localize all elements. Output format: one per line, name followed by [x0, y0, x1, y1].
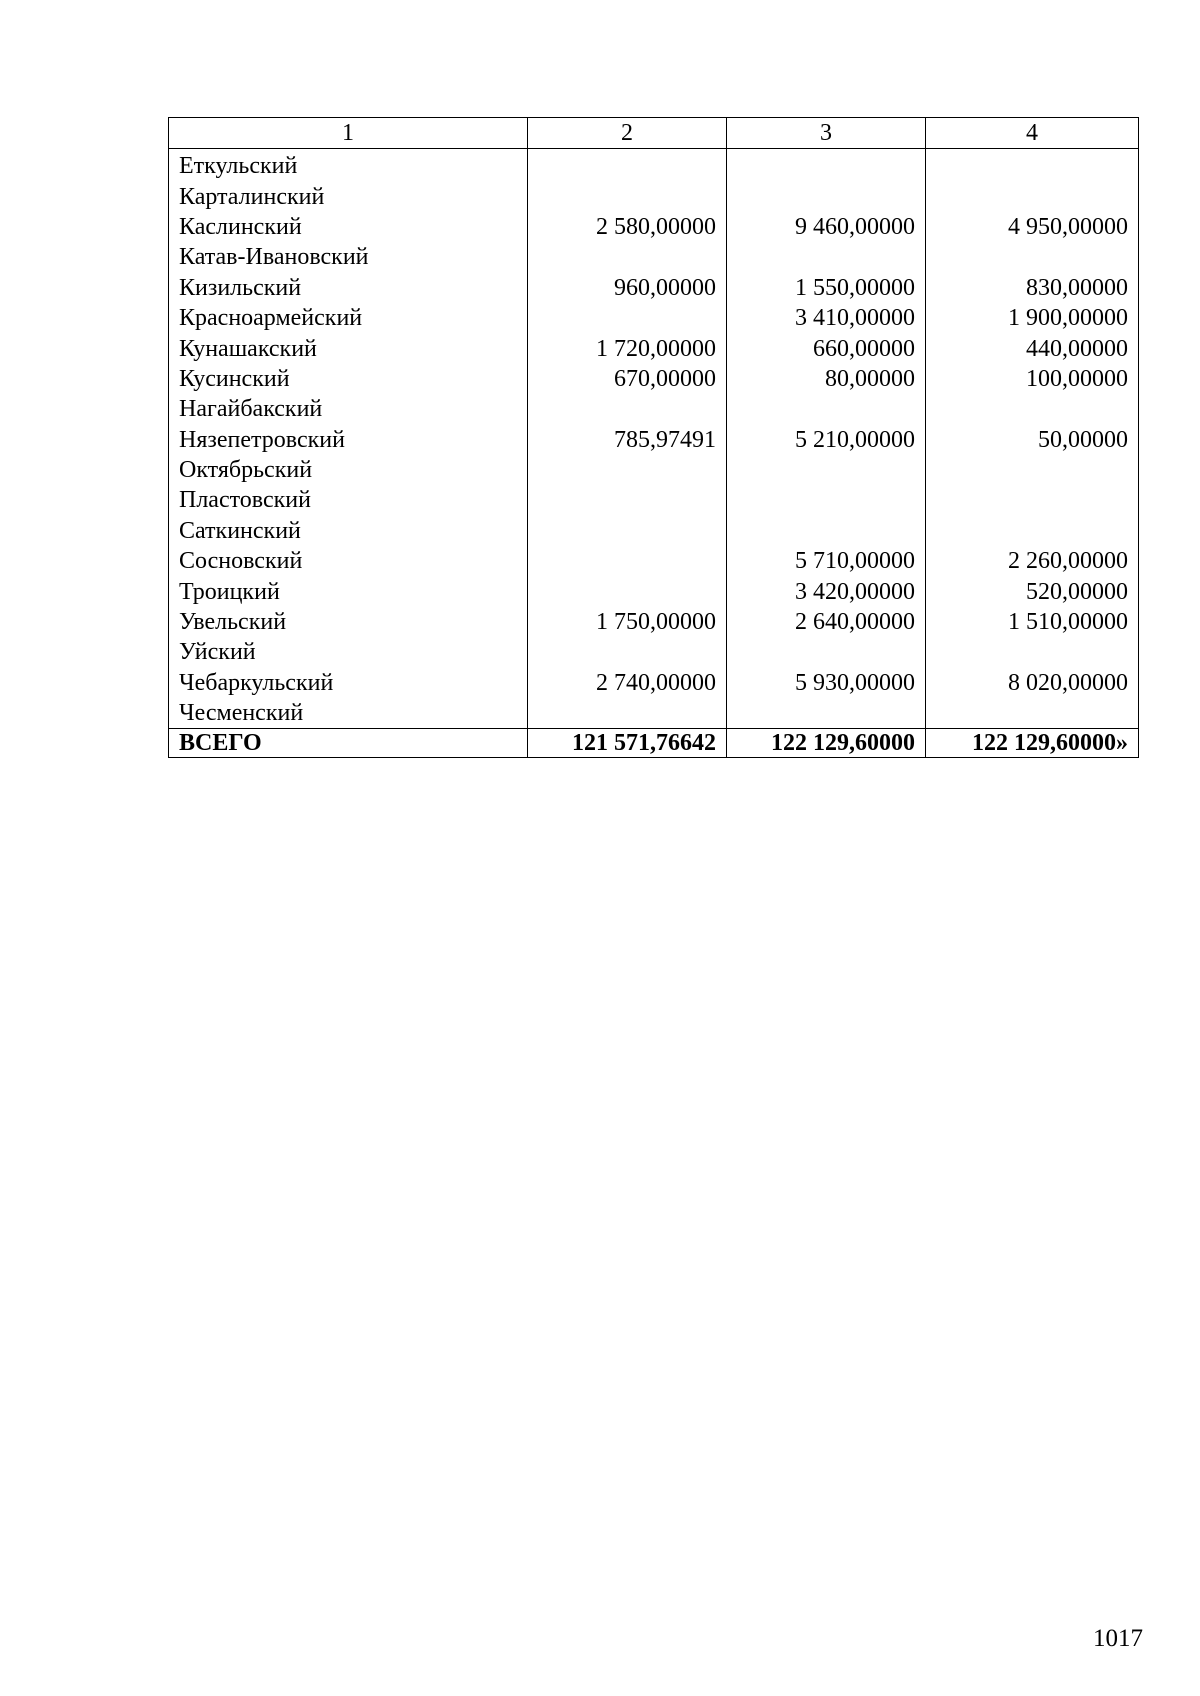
page-number: 1017: [1093, 1625, 1143, 1652]
value-col-3: 80,00000: [727, 364, 926, 394]
value-col-3: 5 710,00000: [727, 546, 926, 576]
value-col-3: 660,00000: [727, 333, 926, 363]
district-name: Октябрьский: [169, 455, 528, 485]
value-col-3: 2 640,00000: [727, 607, 926, 637]
table-row: [169, 212, 1139, 242]
budget-table: [168, 117, 1139, 758]
district-name: Саткинский: [169, 516, 528, 546]
value-col-3: [727, 698, 926, 729]
district-name: Красноармейский: [169, 303, 528, 333]
column-header-1: 1: [169, 118, 528, 149]
value-col-3: [727, 242, 926, 272]
value-col-2: 670,00000: [528, 364, 727, 394]
district-name: Кунашакский: [169, 333, 528, 363]
table-row: [169, 516, 1139, 546]
value-col-2: 2 580,00000: [528, 212, 727, 242]
district-name: Кусинский: [169, 364, 528, 394]
value-col-2: [528, 637, 727, 667]
table-row: [169, 273, 1139, 303]
table-row: [169, 394, 1139, 424]
total-col-2: 121 571,76642: [528, 729, 727, 758]
value-col-2: [528, 242, 727, 272]
value-col-4: 830,00000: [926, 273, 1139, 303]
table-row: [169, 149, 1139, 182]
table-row: [169, 425, 1139, 455]
table-row: [169, 364, 1139, 394]
table-body: [169, 149, 1139, 729]
value-col-2: [528, 485, 727, 515]
value-col-2: 1 750,00000: [528, 607, 727, 637]
value-col-4: 1 900,00000: [926, 303, 1139, 333]
value-col-3: 9 460,00000: [727, 212, 926, 242]
table-row: [169, 303, 1139, 333]
column-header-4: 4: [926, 118, 1139, 149]
value-col-2: [528, 394, 727, 424]
value-col-3: [727, 455, 926, 485]
value-col-2: 1 720,00000: [528, 333, 727, 363]
district-name: Увельский: [169, 607, 528, 637]
value-col-4: [926, 637, 1139, 667]
district-name: Сосновский: [169, 546, 528, 576]
column-header-3: 3: [727, 118, 926, 149]
table-row: [169, 637, 1139, 667]
value-col-2: 960,00000: [528, 273, 727, 303]
district-name: Чесменский: [169, 698, 528, 729]
total-col-3: 122 129,60000: [727, 729, 926, 758]
value-col-4: 1 510,00000: [926, 607, 1139, 637]
value-col-3: 3 410,00000: [727, 303, 926, 333]
value-col-2: [528, 181, 727, 211]
value-col-2: [528, 149, 727, 182]
value-col-3: [727, 637, 926, 667]
table-row: [169, 698, 1139, 729]
district-name: Чебаркульский: [169, 668, 528, 698]
value-col-4: [926, 698, 1139, 729]
district-name: Уйский: [169, 637, 528, 667]
value-col-4: [926, 394, 1139, 424]
table-row: [169, 576, 1139, 606]
value-col-2: [528, 455, 727, 485]
table-row: [169, 333, 1139, 363]
district-name: Еткульский: [169, 149, 528, 182]
column-header-2: 2: [528, 118, 727, 149]
value-col-3: [727, 516, 926, 546]
value-col-2: [528, 516, 727, 546]
table-footer: [169, 729, 1139, 758]
value-col-2: [528, 576, 727, 606]
district-name: Нязепетровский: [169, 425, 528, 455]
value-col-4: [926, 516, 1139, 546]
value-col-3: [727, 181, 926, 211]
value-col-3: 5 210,00000: [727, 425, 926, 455]
header-row: [169, 118, 1139, 149]
value-col-4: 50,00000: [926, 425, 1139, 455]
value-col-3: 1 550,00000: [727, 273, 926, 303]
value-col-4: [926, 149, 1139, 182]
value-col-4: 8 020,00000: [926, 668, 1139, 698]
district-name: Кизильский: [169, 273, 528, 303]
table-row: [169, 181, 1139, 211]
table-row: [169, 546, 1139, 576]
value-col-4: [926, 242, 1139, 272]
value-col-3: [727, 149, 926, 182]
district-name: Пластовский: [169, 485, 528, 515]
value-col-4: [926, 485, 1139, 515]
value-col-2: 785,97491: [528, 425, 727, 455]
value-col-2: [528, 698, 727, 729]
district-name: Троицкий: [169, 576, 528, 606]
value-col-2: [528, 546, 727, 576]
value-col-4: 100,00000: [926, 364, 1139, 394]
value-col-3: 3 420,00000: [727, 576, 926, 606]
district-name: Карталинский: [169, 181, 528, 211]
district-name: Каслинский: [169, 212, 528, 242]
value-col-4: [926, 455, 1139, 485]
value-col-2: [528, 303, 727, 333]
value-col-4: 520,00000: [926, 576, 1139, 606]
table-row: [169, 607, 1139, 637]
table-row: [169, 485, 1139, 515]
total-col-4: 122 129,60000»: [926, 729, 1139, 758]
value-col-4: 2 260,00000: [926, 546, 1139, 576]
value-col-3: 5 930,00000: [727, 668, 926, 698]
district-name: Нагайбакский: [169, 394, 528, 424]
table-row: [169, 455, 1139, 485]
value-col-4: [926, 181, 1139, 211]
value-col-3: [727, 485, 926, 515]
district-name: Катав-Ивановский: [169, 242, 528, 272]
value-col-4: 440,00000: [926, 333, 1139, 363]
table-row: [169, 242, 1139, 272]
table-row: [169, 668, 1139, 698]
value-col-4: 4 950,00000: [926, 212, 1139, 242]
table-header: [169, 118, 1139, 149]
value-col-2: 2 740,00000: [528, 668, 727, 698]
value-col-3: [727, 394, 926, 424]
total-row: [169, 729, 1139, 758]
total-label: ВСЕГО: [169, 729, 528, 758]
